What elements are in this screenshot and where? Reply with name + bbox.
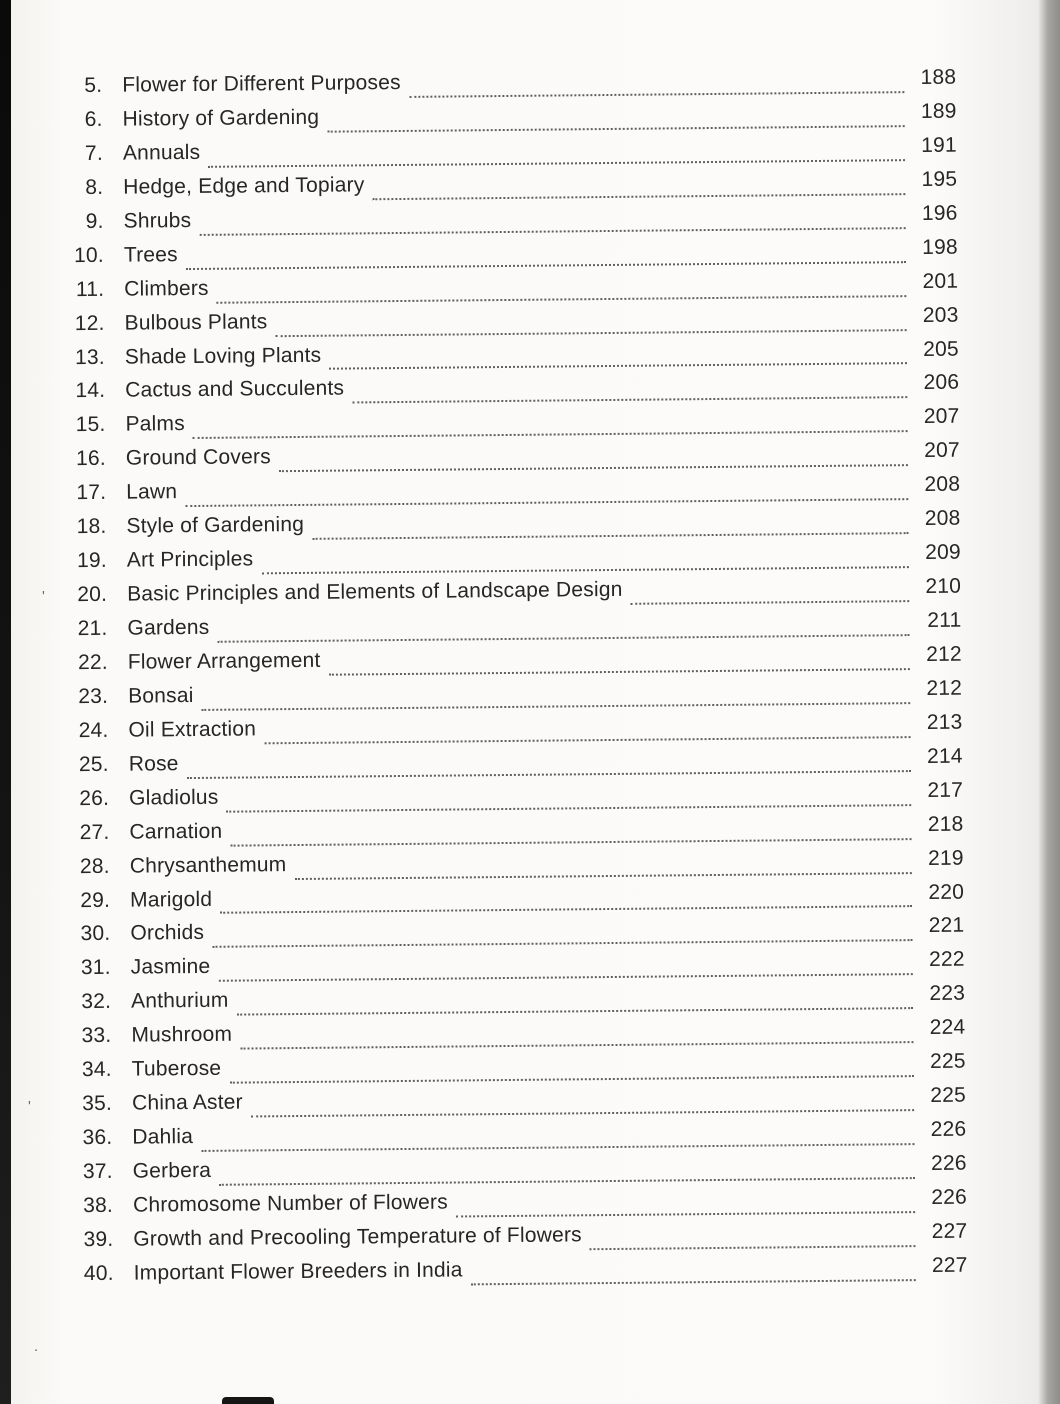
- toc-entry-title: Shade Loving Plants: [124, 343, 322, 369]
- toc-entry-page-number: 223: [929, 981, 966, 1006]
- toc-entry-number: 8.: [85, 175, 104, 199]
- toc-entry-number: 17.: [76, 481, 107, 505]
- dot-leader: [186, 261, 906, 270]
- table-of-contents: [44, 66, 968, 1296]
- dot-leader: [631, 600, 910, 605]
- toc-entry-title: China Aster: [131, 1090, 243, 1115]
- toc-entry-number: 7.: [84, 141, 104, 165]
- toc-entry-title: Basic Principles and Elements of Landscape Design: [127, 577, 623, 606]
- dot-leader: [264, 736, 910, 744]
- dot-leader: [456, 1211, 915, 1217]
- toc-entry-number: 14.: [75, 379, 106, 403]
- toc-entry-title: Rose: [128, 751, 179, 776]
- toc-entry-title: Gerbera: [132, 1158, 212, 1183]
- toc-entry-title: Hedge, Edge and Topiary: [123, 173, 365, 199]
- toc-entry-number: 28.: [79, 854, 110, 878]
- toc-entry-title: Carnation: [129, 819, 223, 844]
- dot-leader: [295, 872, 912, 880]
- toc-entry-number: 19.: [76, 548, 107, 573]
- toc-entry-title: Cactus and Succulents: [125, 376, 345, 403]
- toc-entry-number: 38.: [83, 1193, 114, 1218]
- toc-entry-title: Palms: [125, 412, 185, 437]
- toc-entry-page-number: 226: [930, 1151, 967, 1175]
- toc-entry-title: Climbers: [124, 276, 209, 301]
- dot-leader: [352, 397, 907, 404]
- toc-entry-page-number: 227: [931, 1219, 968, 1243]
- toc-entry-title: Dahlia: [132, 1125, 194, 1149]
- toc-entry-title: Chromosome Number of Flowers: [132, 1190, 448, 1217]
- toc-entry-number: 24.: [78, 718, 109, 742]
- toc-entry-page-number: 211: [927, 608, 962, 632]
- dot-leader: [276, 329, 907, 337]
- toc-entry-number: 20.: [77, 582, 108, 607]
- scan-speck: .: [34, 1338, 39, 1355]
- toc-entry-title: Style of Gardening: [126, 513, 305, 538]
- toc-entry-page-number: 213: [926, 710, 963, 734]
- toc-entry-number: 29.: [80, 888, 111, 912]
- toc-entry-number: 34.: [81, 1057, 112, 1082]
- toc-entry-page-number: 222: [928, 947, 965, 972]
- toc-entry-title: Art Principles: [126, 547, 254, 572]
- toc-entry-title: Marigold: [129, 887, 213, 912]
- dot-leader: [212, 939, 912, 948]
- toc-entry-page-number: 201: [922, 269, 959, 293]
- toc-entry-page-number: 224: [929, 1015, 966, 1040]
- toc-entry-title: Chrysanthemum: [129, 852, 287, 878]
- toc-entry-number: 21.: [77, 616, 108, 641]
- toc-entry-page-number: 227: [931, 1253, 968, 1277]
- dot-leader: [409, 91, 904, 98]
- dot-leader: [329, 363, 907, 371]
- toc-entry-page-number: 210: [925, 574, 962, 599]
- toc-entry-page-number: 195: [921, 167, 958, 191]
- dot-leader: [229, 1075, 913, 1084]
- scan-edge-left-strip: [0, 0, 11, 1404]
- toc-entry-page-number: 212: [926, 642, 962, 666]
- toc-entry-number: 39.: [83, 1227, 114, 1251]
- toc-entry-title: Flower Arrangement: [127, 648, 321, 674]
- toc-entry-number: 10.: [73, 243, 105, 267]
- dot-leader: [218, 634, 910, 643]
- dot-leader: [219, 1177, 915, 1186]
- toc-entry-page-number: 205: [923, 337, 959, 361]
- toc-entry-title: Important Flower Breeders in India: [133, 1258, 463, 1285]
- toc-entry-page-number: 225: [930, 1083, 967, 1108]
- toc-entry-title: Trees: [123, 242, 178, 267]
- dot-leader: [193, 430, 908, 439]
- dot-leader: [327, 125, 904, 133]
- toc-entry-number: 23.: [78, 684, 109, 708]
- toc-entry-page-number: 220: [928, 880, 965, 904]
- toc-entry-page-number: 198: [922, 235, 958, 259]
- dot-leader: [208, 159, 905, 168]
- toc-entry-page-number: 212: [926, 676, 963, 700]
- toc-entry-number: 16.: [75, 447, 106, 471]
- toc-entry-number: 27.: [79, 820, 110, 844]
- toc-entry-title: Ground Covers: [125, 445, 271, 470]
- toc-entry-number: 12.: [74, 311, 105, 335]
- toc-entry-number: 22.: [77, 650, 108, 675]
- toc-entry-number: 25.: [78, 752, 109, 776]
- dot-leader: [373, 193, 906, 200]
- dot-leader: [230, 838, 911, 847]
- toc-entry-title: Lawn: [126, 480, 178, 504]
- toc-entry-title: Annuals: [122, 140, 201, 165]
- dot-leader: [217, 295, 907, 304]
- toc-entry-number: 40.: [83, 1261, 114, 1285]
- toc-entry-title: Jasmine: [130, 955, 211, 979]
- dot-leader: [202, 702, 911, 711]
- dot-leader: [240, 1041, 913, 1049]
- toc-entry-number: 35.: [82, 1091, 113, 1116]
- dot-leader: [199, 227, 905, 236]
- toc-entry-title: Flower for Different Purposes: [122, 70, 401, 97]
- dot-leader: [279, 464, 908, 472]
- toc-entry-title: Growth and Precooling Temperature of Flowers: [133, 1223, 582, 1251]
- toc-entry-title: Mushroom: [131, 1022, 233, 1047]
- dot-leader: [261, 566, 908, 574]
- dot-leader: [185, 498, 908, 507]
- toc-entry-number: 15.: [75, 413, 106, 437]
- toc-entry-number: 13.: [74, 345, 105, 369]
- toc-entry-page-number: 225: [929, 1049, 966, 1074]
- dot-leader: [471, 1279, 916, 1285]
- toc-entry-page-number: 217: [927, 778, 964, 802]
- toc-entry-page-number: 203: [922, 303, 959, 327]
- toc-entry-number: 26.: [79, 786, 110, 810]
- toc-entry-page-number: 214: [926, 744, 963, 768]
- toc-entry-page-number: 208: [924, 472, 961, 497]
- toc-entry-title: Gardens: [127, 615, 210, 640]
- toc-entry-number: 5.: [84, 73, 103, 98]
- toc-entry-page-number: 189: [920, 99, 957, 123]
- toc-entry-page-number: 219: [927, 846, 964, 870]
- toc-entry-page-number: 218: [927, 812, 964, 836]
- dot-leader: [329, 668, 910, 676]
- scan-edge-right-strip: [1038, 0, 1060, 1404]
- toc-entry-title: Shrubs: [123, 208, 192, 233]
- dot-leader: [227, 804, 912, 813]
- dot-leader: [237, 1007, 913, 1015]
- toc-entry-number: 30.: [80, 922, 111, 946]
- dot-leader: [187, 770, 911, 779]
- toc-entry-number: 36.: [82, 1125, 113, 1150]
- toc-entry-number: 9.: [85, 209, 104, 233]
- toc-list: [44, 66, 968, 1296]
- toc-entry-title: Orchids: [130, 921, 205, 946]
- dot-leader: [201, 1143, 914, 1152]
- scan-speck: ': [42, 588, 45, 605]
- toc-entry-number: 33.: [81, 1024, 112, 1048]
- toc-entry-page-number: 226: [931, 1185, 968, 1209]
- dot-leader: [251, 1109, 914, 1117]
- toc-entry-page-number: 207: [923, 405, 960, 429]
- toc-entry-title: Anthurium: [130, 988, 229, 1013]
- toc-entry-number: 37.: [82, 1159, 113, 1184]
- toc-entry-number: 18.: [76, 515, 107, 539]
- toc-entry-page-number: 188: [920, 65, 957, 89]
- toc-entry-number: 32.: [81, 990, 112, 1014]
- toc-entry-number: 31.: [80, 956, 111, 980]
- dot-leader: [312, 532, 908, 540]
- toc-entry-page-number: 209: [925, 540, 961, 565]
- toc-entry-title: History of Gardening: [122, 105, 320, 131]
- toc-entry-page-number: 221: [928, 914, 965, 938]
- toc-entry-page-number: 207: [924, 438, 960, 463]
- dot-leader: [220, 906, 912, 915]
- toc-entry-number: 11.: [75, 277, 105, 301]
- dot-leader: [218, 973, 912, 982]
- scan-speck: ': [28, 1098, 31, 1115]
- toc-entry-number: 6.: [84, 107, 103, 131]
- toc-entry-title: Bonsai: [128, 683, 194, 708]
- toc-entry-page-number: 191: [921, 133, 957, 157]
- toc-entry-page-number: 208: [924, 506, 961, 531]
- toc-entry-title: Oil Extraction: [128, 717, 257, 742]
- toc-entry-page-number: 196: [921, 201, 958, 225]
- toc-entry-page-number: 206: [923, 371, 960, 395]
- dot-leader: [590, 1245, 916, 1250]
- toc-entry-title: Bulbous Plants: [124, 309, 268, 335]
- scan-bottom-smudge: [222, 1397, 274, 1404]
- toc-entry-title: Gladiolus: [128, 785, 219, 810]
- toc-entry-page-number: 226: [930, 1117, 967, 1142]
- toc-entry-title: Tuberose: [131, 1056, 222, 1081]
